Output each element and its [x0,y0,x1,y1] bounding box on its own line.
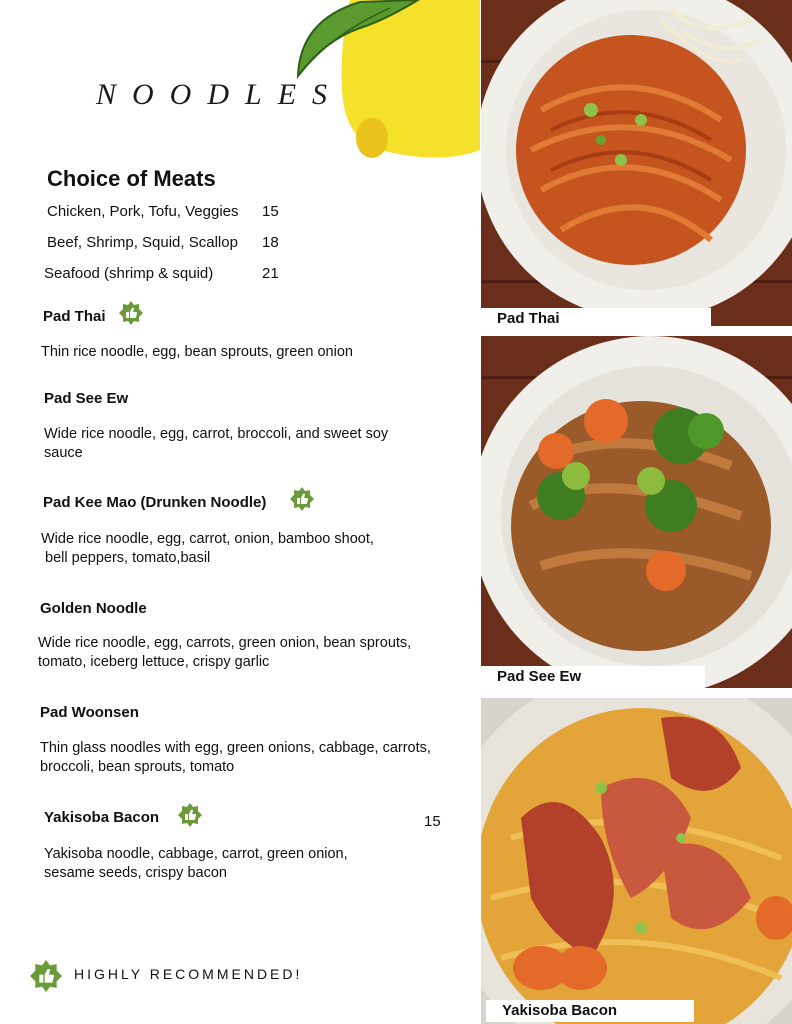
meats-heading: Choice of Meats [47,166,216,191]
meat-option-label: Beef, Shrimp, Squid, Scallop [47,234,238,251]
dish-description-line: Wide rice noodle, egg, carrots, green onion, bean sprouts, [38,635,412,651]
dish-price: 15 [424,813,441,830]
pad-thai-photo [481,0,792,326]
dish-description-line: broccoli, bean sprouts, tomato [40,759,235,775]
dish-description-line: Wide rice noodle, egg, carrot, onion, bamboo shoot, [41,531,374,547]
meat-option-price: 21 [262,265,279,282]
meat-option-price: 15 [262,203,279,220]
photo-caption: Pad Thai [481,308,711,330]
dish-description-line: sesame seeds, crispy bacon [44,865,227,881]
dish-name: Yakisoba Bacon [44,809,160,826]
pad-see-ew-photo [481,336,792,688]
dish-description-line: Thin glass noodles with egg, green onions, cabbage, carrots, [40,740,431,756]
recommended-legend: HIGHLY RECOMMENDED! [74,966,303,982]
dish-description-line: bell peppers, tomato,basil [41,550,211,566]
meat-option-label: Seafood (shrimp & squid) [44,265,214,282]
recommended-badge-icon [30,960,62,992]
dish-description-line: sauce [44,445,83,461]
page-title: NOODLES [96,78,344,111]
photo-caption: Pad See Ew [481,666,705,688]
yakisoba-bacon-photo [481,698,792,1024]
recommended-badge-icon [178,803,202,827]
dish-description-line: Yakisoba noodle, cabbage, carrot, green onion, [44,846,348,862]
photo-caption: Yakisoba Bacon [486,1000,694,1022]
dish-description-line: Wide rice noodle, egg, carrot, broccoli, and sweet soy [44,426,389,442]
dish-name: Golden Noodle [40,600,147,617]
dish-name: Pad See Ew [44,390,129,407]
dish-name: Pad Kee Mao (Drunken Noodle) [43,494,267,511]
dish-name: Pad Thai [43,308,106,325]
meat-option-label: Chicken, Pork, Tofu, Veggies [47,203,239,220]
meat-option-price: 18 [262,234,279,251]
dish-name: Pad Woonsen [40,704,139,721]
recommended-badge-icon [290,487,314,511]
recommended-badge-icon [119,301,143,325]
dish-description: Thin rice noodle, egg, bean sprouts, green onion [41,344,353,360]
dish-description-line: tomato, iceberg lettuce, crispy garlic [38,654,270,670]
